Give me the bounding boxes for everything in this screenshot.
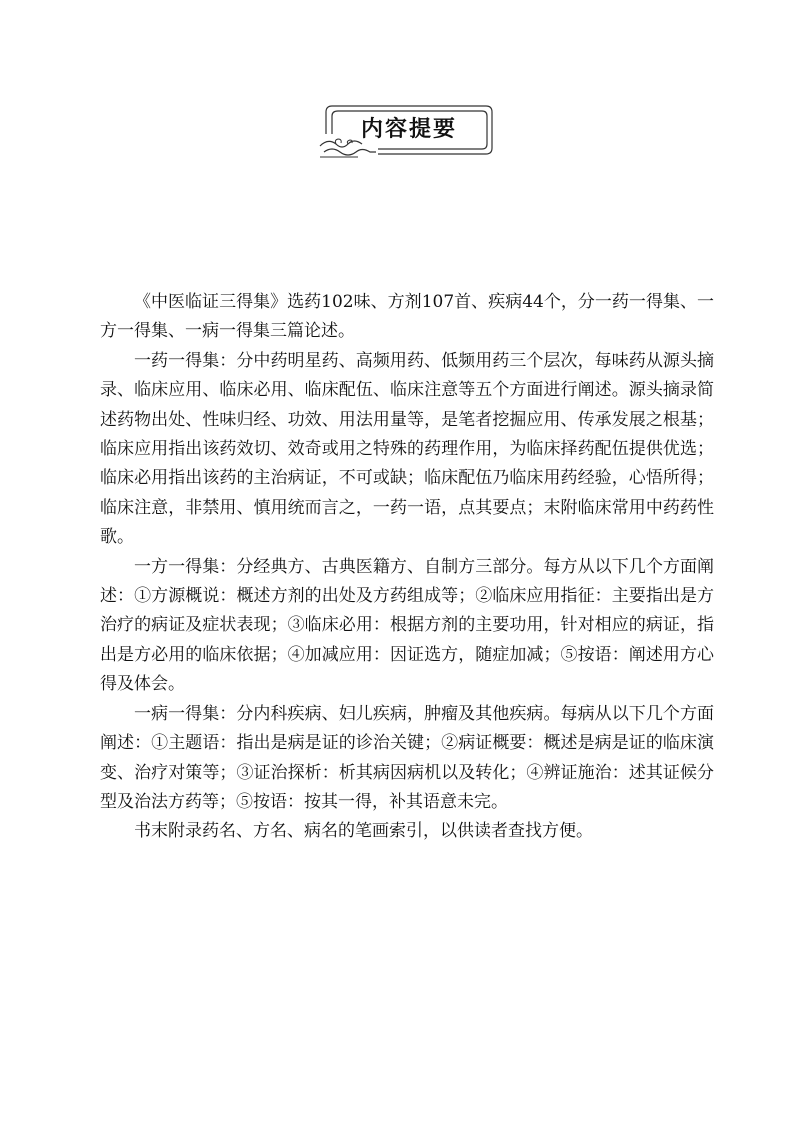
paragraph-appendix: 书末附录药名、方名、病名的笔画索引，以供读者查找方便。 <box>134 821 593 842</box>
title-frame <box>318 100 496 160</box>
page-title: 内容提要 <box>360 117 457 142</box>
summary-body <box>100 288 714 847</box>
paragraph-diseases: 一病一得集：分内科疾病、妇儿疾病，肿瘤及其他疾病。每病从以下几个方面阐述：①主题语：指出是病是证的诊治关键；②病证概要：概述是病是证的临床演变、治疗对策等；③证治探析：析其病因病机以及转化；④辨证施治：述其证候分型及治法方药等；⑤按语：按其一得，补其语意未完。 <box>100 703 714 812</box>
paragraph-formulas: 一方一得集：分经典方、古典医籍方、自制方三部分。每方从以下几个方面阐述：①方源概说：概述方剂的出处及方药组成等；②临床应用指征：主要指出是方治疗的病证及症状表现；③临床必用：根据方剂的主要功用，针对相应的病证，指出是方必用的临床依据；④加减应用：因证选方，随症加减；⑤按语：阐述用方心得及体会。 <box>100 556 714 695</box>
paragraph-herbs: 一药一得集：分中药明星药、高频用药、低频用药三个层次，每味药从源头摘录、临床应用、临床必用、临床配伍、临床注意等五个方面进行阐述。源头摘录简述药物出处、性味归经、功效、用法用量等，是笔者挖掘应用、传承发展之根基；临床应用指出该药效切、效奇或用之特殊的药理作用，为临床择药配伍提供优选；临床必用指出该药的主治病证，不可或缺；临床配伍乃临床用药经验，心悟所得；临床注意，非禁用、慎用统而言之，一药一语，点其要点；末附临床常用中药药性歌。 <box>100 350 714 548</box>
paragraph-intro: 《中医临证三得集》选药102味、方剂107首、疾病44个，分一药一得集、一方一得集、一病一得集三篇论述。 <box>100 292 714 342</box>
